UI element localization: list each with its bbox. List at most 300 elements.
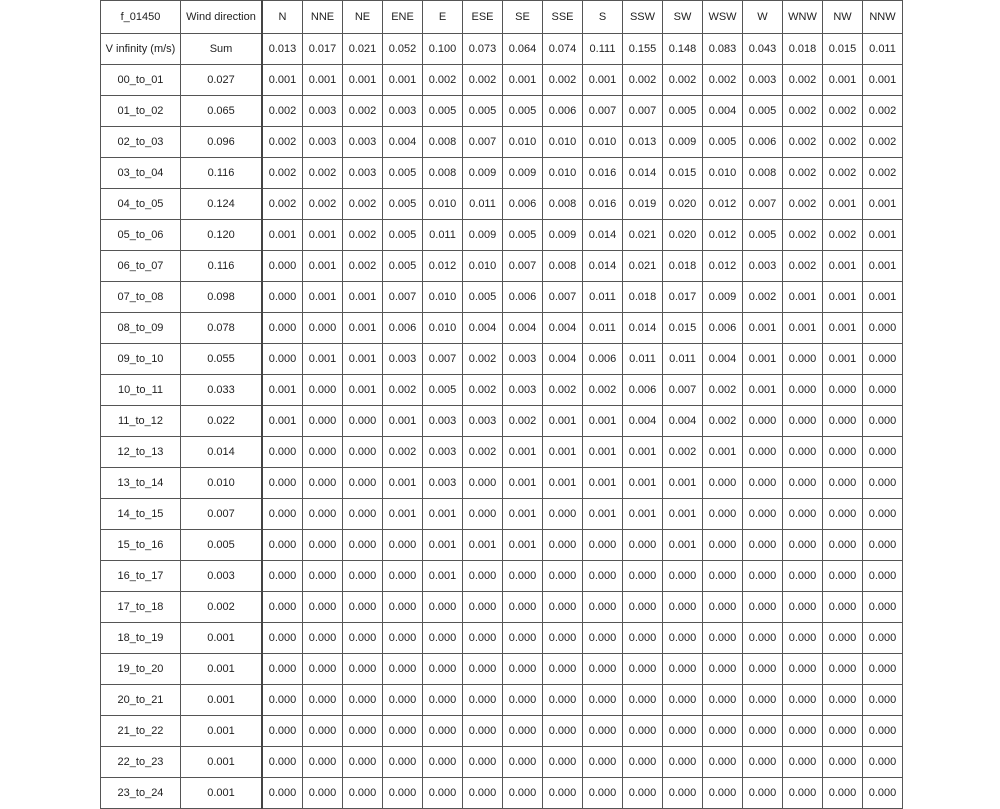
frequency-cell: 0.001 [783, 282, 823, 313]
frequency-cell: 0.010 [583, 127, 623, 158]
frequency-cell: 0.012 [423, 251, 463, 282]
frequency-cell: 0.001 [583, 499, 623, 530]
frequency-cell: 0.000 [543, 499, 583, 530]
frequency-cell: 0.000 [583, 654, 623, 685]
frequency-cell: 0.002 [303, 158, 343, 189]
frequency-cell: 0.000 [383, 561, 423, 592]
frequency-cell: 0.000 [743, 654, 783, 685]
frequency-cell: 0.000 [663, 685, 703, 716]
totals-row [101, 34, 903, 65]
frequency-cell: 0.001 [823, 189, 863, 220]
frequency-cell: 0.000 [823, 592, 863, 623]
speed-bin-cell: 21_to_22 [101, 716, 181, 747]
frequency-cell: 0.002 [783, 189, 823, 220]
frequency-cell: 0.000 [823, 685, 863, 716]
direction-total-cell: 0.083 [703, 34, 743, 65]
frequency-cell: 0.002 [663, 437, 703, 468]
frequency-cell: 0.000 [463, 747, 503, 778]
frequency-cell: 0.000 [743, 561, 783, 592]
direction-header: ESE [463, 1, 503, 34]
speed-bin-cell: 11_to_12 [101, 406, 181, 437]
speed-bin-cell: 03_to_04 [101, 158, 181, 189]
frequency-cell: 0.000 [863, 592, 903, 623]
frequency-cell: 0.002 [343, 251, 383, 282]
frequency-cell: 0.002 [463, 375, 503, 406]
row-sum-cell: 0.001 [181, 685, 263, 716]
table-row [101, 406, 903, 437]
table-row [101, 220, 903, 251]
frequency-cell: 0.000 [703, 685, 743, 716]
table-row [101, 499, 903, 530]
frequency-cell: 0.000 [303, 654, 343, 685]
frequency-cell: 0.000 [383, 716, 423, 747]
frequency-cell: 0.011 [583, 313, 623, 344]
row-sum-cell: 0.007 [181, 499, 263, 530]
frequency-cell: 0.010 [703, 158, 743, 189]
speed-bin-cell: 09_to_10 [101, 344, 181, 375]
frequency-cell: 0.002 [463, 65, 503, 96]
frequency-cell: 0.000 [262, 468, 303, 499]
speed-bin-cell: 10_to_11 [101, 375, 181, 406]
speed-bin-cell: 12_to_13 [101, 437, 181, 468]
speed-bin-cell: 20_to_21 [101, 685, 181, 716]
frequency-cell: 0.014 [623, 313, 663, 344]
row-sum-cell: 0.001 [181, 716, 263, 747]
frequency-cell: 0.000 [423, 747, 463, 778]
speed-bin-cell: 08_to_09 [101, 313, 181, 344]
speed-bin-cell: 13_to_14 [101, 468, 181, 499]
speed-bin-cell: 07_to_08 [101, 282, 181, 313]
frequency-cell: 0.000 [262, 654, 303, 685]
sum-label: Sum [181, 34, 263, 65]
frequency-cell: 0.002 [583, 375, 623, 406]
frequency-cell: 0.000 [623, 654, 663, 685]
frequency-cell: 0.000 [583, 623, 623, 654]
frequency-cell: 0.000 [383, 654, 423, 685]
frequency-cell: 0.000 [423, 592, 463, 623]
row-sum-cell: 0.005 [181, 530, 263, 561]
frequency-cell: 0.000 [783, 685, 823, 716]
frequency-cell: 0.000 [463, 561, 503, 592]
frequency-cell: 0.002 [543, 65, 583, 96]
frequency-cell: 0.005 [743, 96, 783, 127]
speed-bin-cell: 04_to_05 [101, 189, 181, 220]
frequency-cell: 0.007 [743, 189, 783, 220]
frequency-cell: 0.000 [583, 685, 623, 716]
frequency-cell: 0.010 [423, 189, 463, 220]
table-body [101, 65, 903, 809]
table-row [101, 623, 903, 654]
frequency-cell: 0.010 [423, 282, 463, 313]
frequency-cell: 0.000 [503, 592, 543, 623]
frequency-cell: 0.001 [383, 65, 423, 96]
frequency-cell: 0.007 [503, 251, 543, 282]
frequency-cell: 0.005 [423, 96, 463, 127]
frequency-cell: 0.020 [663, 189, 703, 220]
frequency-cell: 0.001 [543, 406, 583, 437]
frequency-cell: 0.021 [623, 251, 663, 282]
frequency-cell: 0.008 [543, 251, 583, 282]
frequency-cell: 0.000 [262, 437, 303, 468]
frequency-cell: 0.000 [823, 747, 863, 778]
table-row [101, 127, 903, 158]
frequency-cell: 0.000 [623, 623, 663, 654]
frequency-cell: 0.010 [423, 313, 463, 344]
frequency-cell: 0.000 [783, 406, 823, 437]
frequency-cell: 0.002 [543, 375, 583, 406]
speed-label: V infinity (m/s) [101, 34, 181, 65]
frequency-cell: 0.003 [503, 375, 543, 406]
frequency-cell: 0.001 [503, 65, 543, 96]
frequency-cell: 0.000 [423, 778, 463, 809]
frequency-cell: 0.000 [863, 499, 903, 530]
direction-total-cell: 0.011 [863, 34, 903, 65]
row-sum-cell: 0.055 [181, 344, 263, 375]
frequency-cell: 0.014 [583, 251, 623, 282]
frequency-cell: 0.001 [303, 251, 343, 282]
direction-header: NNE [303, 1, 343, 34]
frequency-cell: 0.001 [703, 437, 743, 468]
frequency-cell: 0.001 [743, 313, 783, 344]
frequency-cell: 0.002 [663, 65, 703, 96]
frequency-cell: 0.000 [303, 468, 343, 499]
frequency-cell: 0.009 [463, 220, 503, 251]
frequency-cell: 0.000 [463, 592, 503, 623]
frequency-cell: 0.001 [663, 499, 703, 530]
frequency-cell: 0.000 [463, 468, 503, 499]
row-sum-cell: 0.003 [181, 561, 263, 592]
frequency-cell: 0.000 [583, 716, 623, 747]
row-sum-cell: 0.116 [181, 251, 263, 282]
frequency-cell: 0.007 [663, 375, 703, 406]
frequency-cell: 0.001 [823, 313, 863, 344]
frequency-cell: 0.004 [543, 344, 583, 375]
frequency-cell: 0.000 [703, 778, 743, 809]
table-row [101, 189, 903, 220]
frequency-cell: 0.000 [503, 778, 543, 809]
frequency-cell: 0.000 [783, 499, 823, 530]
direction-header: WSW [703, 1, 743, 34]
frequency-cell: 0.000 [623, 530, 663, 561]
row-sum-cell: 0.033 [181, 375, 263, 406]
table-row [101, 685, 903, 716]
frequency-cell: 0.000 [783, 716, 823, 747]
frequency-cell: 0.019 [623, 189, 663, 220]
frequency-cell: 0.000 [743, 468, 783, 499]
frequency-cell: 0.002 [863, 158, 903, 189]
frequency-cell: 0.000 [703, 654, 743, 685]
frequency-cell: 0.000 [863, 685, 903, 716]
direction-total-cell: 0.148 [663, 34, 703, 65]
frequency-cell: 0.004 [703, 96, 743, 127]
frequency-cell: 0.008 [423, 127, 463, 158]
frequency-cell: 0.000 [583, 778, 623, 809]
frequency-cell: 0.002 [463, 437, 503, 468]
frequency-cell: 0.009 [543, 220, 583, 251]
frequency-cell: 0.006 [543, 96, 583, 127]
frequency-cell: 0.001 [663, 468, 703, 499]
frequency-cell: 0.002 [383, 375, 423, 406]
frequency-cell: 0.009 [463, 158, 503, 189]
frequency-cell: 0.005 [383, 251, 423, 282]
frequency-cell: 0.010 [543, 158, 583, 189]
table-row [101, 282, 903, 313]
frequency-cell: 0.016 [583, 158, 623, 189]
frequency-cell: 0.008 [743, 158, 783, 189]
frequency-cell: 0.001 [543, 468, 583, 499]
table-row [101, 530, 903, 561]
frequency-cell: 0.002 [303, 189, 343, 220]
frequency-cell: 0.002 [783, 127, 823, 158]
frequency-cell: 0.007 [383, 282, 423, 313]
speed-bin-cell: 01_to_02 [101, 96, 181, 127]
frequency-cell: 0.000 [262, 778, 303, 809]
frequency-cell: 0.003 [303, 96, 343, 127]
frequency-cell: 0.001 [663, 530, 703, 561]
frequency-cell: 0.000 [343, 437, 383, 468]
frequency-cell: 0.000 [262, 592, 303, 623]
frequency-cell: 0.000 [303, 375, 343, 406]
speed-bin-cell: 18_to_19 [101, 623, 181, 654]
frequency-cell: 0.006 [503, 189, 543, 220]
frequency-cell: 0.000 [383, 530, 423, 561]
direction-total-cell: 0.064 [503, 34, 543, 65]
frequency-cell: 0.000 [543, 530, 583, 561]
frequency-cell: 0.000 [262, 282, 303, 313]
frequency-cell: 0.001 [423, 530, 463, 561]
frequency-cell: 0.001 [623, 499, 663, 530]
direction-total-cell: 0.155 [623, 34, 663, 65]
frequency-cell: 0.001 [583, 406, 623, 437]
frequency-cell: 0.001 [823, 251, 863, 282]
frequency-cell: 0.000 [303, 406, 343, 437]
frequency-cell: 0.001 [303, 65, 343, 96]
row-sum-cell: 0.096 [181, 127, 263, 158]
frequency-cell: 0.001 [423, 561, 463, 592]
speed-bin-cell: 14_to_15 [101, 499, 181, 530]
frequency-cell: 0.002 [783, 65, 823, 96]
frequency-cell: 0.000 [623, 592, 663, 623]
frequency-cell: 0.003 [343, 158, 383, 189]
frequency-cell: 0.001 [823, 344, 863, 375]
frequency-cell: 0.003 [743, 251, 783, 282]
frequency-cell: 0.000 [423, 716, 463, 747]
frequency-cell: 0.001 [583, 437, 623, 468]
frequency-cell: 0.007 [423, 344, 463, 375]
frequency-cell: 0.002 [262, 189, 303, 220]
frequency-cell: 0.000 [823, 654, 863, 685]
frequency-cell: 0.006 [503, 282, 543, 313]
frequency-cell: 0.001 [303, 344, 343, 375]
speed-bin-cell: 16_to_17 [101, 561, 181, 592]
frequency-cell: 0.001 [343, 313, 383, 344]
frequency-cell: 0.010 [503, 127, 543, 158]
frequency-cell: 0.003 [423, 406, 463, 437]
frequency-cell: 0.000 [743, 530, 783, 561]
frequency-cell: 0.020 [663, 220, 703, 251]
table-row [101, 251, 903, 282]
frequency-cell: 0.002 [703, 65, 743, 96]
frequency-cell: 0.000 [543, 685, 583, 716]
frequency-cell: 0.012 [703, 220, 743, 251]
frequency-cell: 0.003 [303, 127, 343, 158]
frequency-cell: 0.002 [703, 406, 743, 437]
direction-header: SSE [543, 1, 583, 34]
frequency-cell: 0.001 [543, 437, 583, 468]
frequency-cell: 0.000 [623, 561, 663, 592]
frequency-cell: 0.000 [543, 716, 583, 747]
frequency-cell: 0.001 [863, 282, 903, 313]
frequency-cell: 0.001 [262, 220, 303, 251]
frequency-cell: 0.000 [543, 654, 583, 685]
frequency-cell: 0.000 [863, 468, 903, 499]
frequency-cell: 0.000 [503, 623, 543, 654]
frequency-cell: 0.003 [423, 468, 463, 499]
frequency-cell: 0.000 [743, 778, 783, 809]
frequency-cell: 0.002 [343, 189, 383, 220]
frequency-cell: 0.000 [423, 654, 463, 685]
frequency-cell: 0.000 [823, 716, 863, 747]
frequency-cell: 0.002 [463, 344, 503, 375]
direction-total-cell: 0.043 [743, 34, 783, 65]
frequency-cell: 0.000 [863, 375, 903, 406]
frequency-cell: 0.000 [343, 747, 383, 778]
frequency-cell: 0.000 [543, 592, 583, 623]
frequency-cell: 0.002 [623, 65, 663, 96]
direction-header: NE [343, 1, 383, 34]
frequency-cell: 0.000 [303, 592, 343, 623]
frequency-cell: 0.000 [823, 778, 863, 809]
frequency-cell: 0.018 [623, 282, 663, 313]
frequency-cell: 0.000 [543, 778, 583, 809]
frequency-cell: 0.002 [823, 158, 863, 189]
frequency-cell: 0.002 [783, 96, 823, 127]
frequency-cell: 0.005 [463, 96, 503, 127]
frequency-cell: 0.000 [463, 623, 503, 654]
frequency-cell: 0.007 [463, 127, 503, 158]
frequency-cell: 0.000 [503, 654, 543, 685]
frequency-cell: 0.001 [262, 375, 303, 406]
frequency-cell: 0.000 [783, 561, 823, 592]
frequency-cell: 0.002 [863, 127, 903, 158]
speed-bin-cell: 05_to_06 [101, 220, 181, 251]
frequency-cell: 0.000 [703, 747, 743, 778]
direction-header: ENE [383, 1, 423, 34]
table-row [101, 437, 903, 468]
frequency-cell: 0.000 [303, 623, 343, 654]
frequency-cell: 0.000 [303, 747, 343, 778]
direction-total-cell: 0.018 [783, 34, 823, 65]
frequency-cell: 0.001 [863, 65, 903, 96]
table-header [101, 1, 903, 65]
frequency-cell: 0.000 [823, 468, 863, 499]
frequency-cell: 0.003 [343, 127, 383, 158]
frequency-cell: 0.018 [663, 251, 703, 282]
frequency-cell: 0.002 [503, 406, 543, 437]
frequency-cell: 0.008 [423, 158, 463, 189]
frequency-cell: 0.000 [383, 623, 423, 654]
frequency-cell: 0.004 [703, 344, 743, 375]
direction-total-cell: 0.015 [823, 34, 863, 65]
frequency-cell: 0.000 [343, 778, 383, 809]
frequency-cell: 0.001 [503, 499, 543, 530]
frequency-cell: 0.000 [863, 313, 903, 344]
frequency-cell: 0.000 [583, 592, 623, 623]
table-row [101, 592, 903, 623]
frequency-cell: 0.012 [703, 251, 743, 282]
frequency-cell: 0.000 [423, 685, 463, 716]
frequency-cell: 0.001 [863, 251, 903, 282]
frequency-cell: 0.001 [463, 530, 503, 561]
frequency-cell: 0.001 [262, 406, 303, 437]
frequency-cell: 0.002 [703, 375, 743, 406]
frequency-cell: 0.000 [783, 654, 823, 685]
direction-header: NNW [863, 1, 903, 34]
frequency-cell: 0.003 [503, 344, 543, 375]
wind-direction-label: Wind direction [181, 1, 263, 34]
frequency-cell: 0.000 [743, 437, 783, 468]
frequency-cell: 0.005 [423, 375, 463, 406]
frequency-cell: 0.000 [703, 499, 743, 530]
frequency-cell: 0.006 [583, 344, 623, 375]
frequency-cell: 0.004 [623, 406, 663, 437]
frequency-cell: 0.016 [583, 189, 623, 220]
frequency-cell: 0.000 [863, 561, 903, 592]
frequency-cell: 0.000 [783, 375, 823, 406]
frequency-cell: 0.001 [823, 65, 863, 96]
frequency-cell: 0.001 [343, 282, 383, 313]
direction-header: WNW [783, 1, 823, 34]
direction-header: N [262, 1, 303, 34]
frequency-cell: 0.001 [423, 499, 463, 530]
frequency-cell: 0.000 [663, 654, 703, 685]
table-row [101, 65, 903, 96]
frequency-cell: 0.005 [703, 127, 743, 158]
frequency-cell: 0.000 [743, 592, 783, 623]
frequency-cell: 0.000 [743, 623, 783, 654]
speed-bin-cell: 02_to_03 [101, 127, 181, 158]
frequency-cell: 0.000 [262, 561, 303, 592]
row-sum-cell: 0.014 [181, 437, 263, 468]
wind-frequency-table [100, 0, 903, 809]
frequency-cell: 0.001 [343, 375, 383, 406]
frequency-cell: 0.000 [863, 437, 903, 468]
frequency-cell: 0.000 [823, 623, 863, 654]
frequency-cell: 0.011 [623, 344, 663, 375]
frequency-cell: 0.000 [703, 623, 743, 654]
row-sum-cell: 0.065 [181, 96, 263, 127]
frequency-cell: 0.000 [303, 499, 343, 530]
frequency-cell: 0.000 [583, 530, 623, 561]
frequency-cell: 0.000 [463, 499, 503, 530]
frequency-cell: 0.001 [343, 344, 383, 375]
table-row [101, 716, 903, 747]
frequency-cell: 0.000 [463, 685, 503, 716]
frequency-cell: 0.000 [703, 592, 743, 623]
direction-header: NW [823, 1, 863, 34]
direction-total-cell: 0.111 [583, 34, 623, 65]
frequency-cell: 0.003 [423, 437, 463, 468]
frequency-cell: 0.000 [623, 747, 663, 778]
direction-header-row [101, 1, 903, 34]
frequency-cell: 0.001 [503, 530, 543, 561]
frequency-cell: 0.000 [863, 623, 903, 654]
frequency-cell: 0.001 [623, 468, 663, 499]
frequency-cell: 0.009 [703, 282, 743, 313]
frequency-cell: 0.003 [743, 65, 783, 96]
table-row [101, 96, 903, 127]
frequency-cell: 0.000 [303, 716, 343, 747]
